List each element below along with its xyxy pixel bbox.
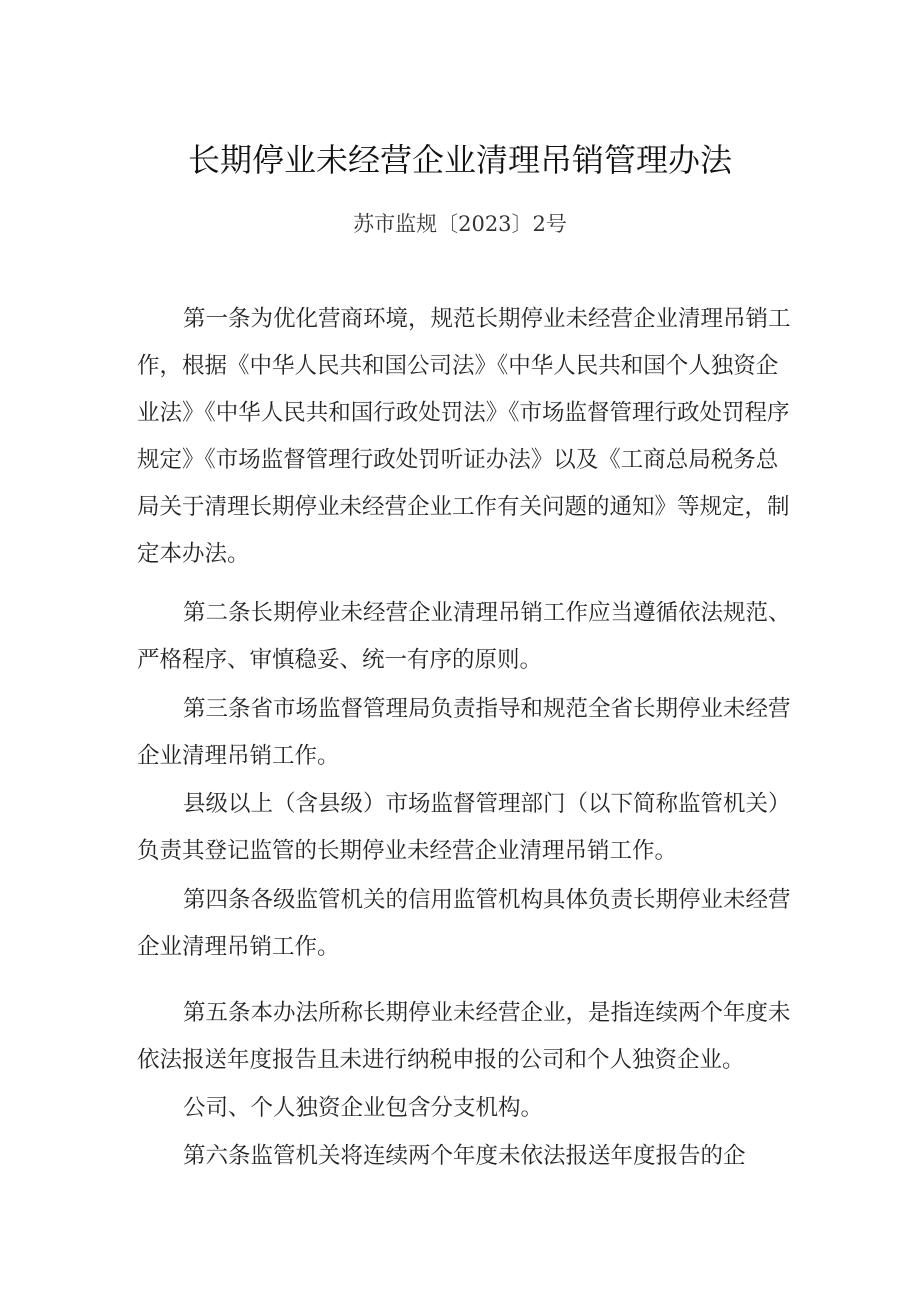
paragraph-article-5: 第五条本办法所称长期停业未经营企业，是指连续两个年度未依法报送年度报告且未进行纳税申报的公司和个人独资企业。 (137, 1000, 791, 1073)
paragraph-article-1: 第一条为优化营商环境，规范长期停业未经营企业清理吊销工作，根据《中华人民共和国公司法》《中华人民共和国个人独资企业法》《中华人民共和国行政处罚法》《市场监督管理行政处罚程序规定》《市场监督管理行政处罚听证办法》以及《工商总局税务总局关于清理长期停业未经营企业工作有关问题的通知》等规定，制定本办法。 (137, 306, 791, 567)
paragraph-article-3: 第三条省市场监督管理局负责指导和规范全省长期停业未经营企业清理吊销工作。 (137, 696, 791, 769)
document-number: 苏市监规〔2023〕2号 (353, 212, 567, 236)
paragraph-article-3-county: 县级以上（含县级）市场监督管理部门（以下简称监管机关）负责其登记监管的长期停业未经营企业清理吊销工作。 (137, 791, 791, 864)
paragraph-article-5-branch: 公司、个人独资企业包含分支机构。 (183, 1095, 544, 1121)
paragraph-article-6: 第六条监管机关将连续两个年度未依法报送年度报告的企 (183, 1143, 746, 1169)
document-title: 长期停业未经营企业清理吊销管理办法 (187, 141, 732, 179)
paragraph-article-2: 第二条长期停业未经营企业清理吊销工作应当遵循依法规范、严格程序、审慎稳妥、统一有序的原则。 (137, 600, 791, 673)
paragraph-article-4: 第四条各级监管机关的信用监管机构具体负责长期停业未经营企业清理吊销工作。 (137, 887, 791, 960)
